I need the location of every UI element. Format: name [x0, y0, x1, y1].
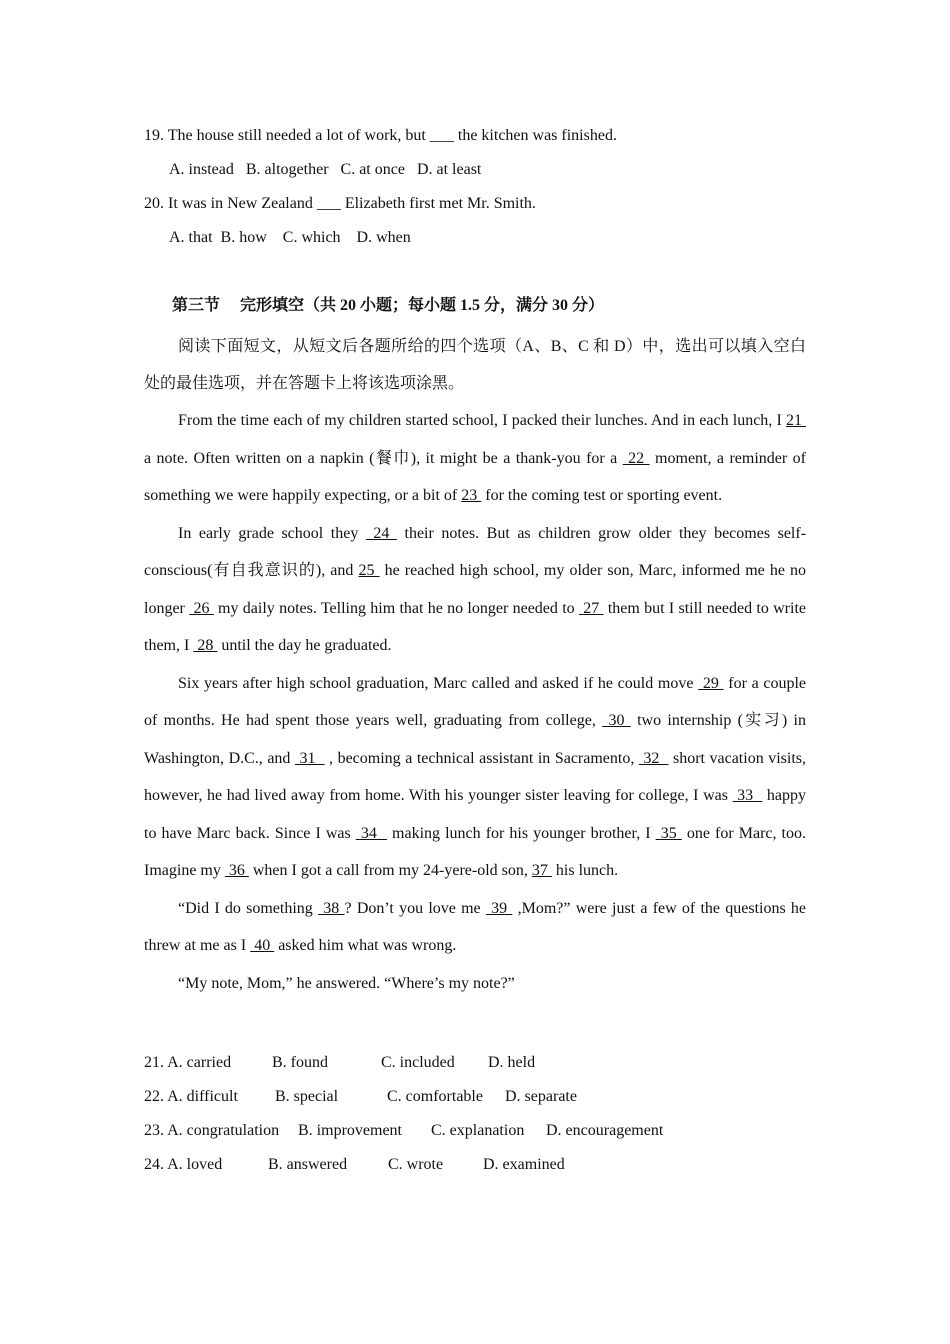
passage-text: a note. Often written on a napkin (餐巾), it might be a thank-you for a: [144, 449, 623, 467]
option-c: C. included: [381, 1054, 455, 1071]
passage-text: asked him what was wrong.: [274, 937, 457, 954]
passage-paragraph-4: [144, 890, 806, 965]
passage-text: one for Marc, too. Imagine my: [144, 824, 807, 879]
passage-text: “Did I do something: [178, 899, 319, 917]
blank-31: 31: [294, 749, 325, 767]
option-c: C. wrote: [388, 1156, 444, 1173]
passage-text: their notes. But as children grow older they becomes self-conscious(有自我意识的), and: [144, 524, 807, 579]
passage-text: Six years after high school graduation, Marc called and asked if he could move: [178, 674, 699, 692]
passage-text: for the coming test or sporting event.: [481, 487, 723, 504]
passage-paragraph-1: [144, 402, 806, 515]
answer-row-21: [144, 1046, 806, 1080]
passage-text: his lunch.: [551, 862, 619, 879]
option-d: D. separate: [505, 1088, 577, 1105]
blank-25: 25: [358, 562, 380, 579]
blank-23: 23: [461, 487, 482, 504]
blank-32: 32: [638, 749, 669, 767]
blank-21: 21: [786, 412, 806, 429]
answer-row-24: [144, 1148, 806, 1182]
option-a: 23. A. congratulation: [144, 1122, 280, 1139]
blank-26: 26: [189, 599, 214, 617]
option-a: 22. A. difficult: [144, 1088, 238, 1105]
option-d: D. encouragement: [546, 1122, 664, 1139]
question-20-options: A. that B. how C. which D. when: [169, 229, 411, 246]
passage-text: he reached high school, my older son, Marc, informed me he no longer: [144, 562, 807, 617]
option-c: C. explanation: [431, 1122, 525, 1139]
blank-35: 35: [655, 824, 682, 842]
passage-text: them but I still needed to write them, I: [144, 599, 806, 654]
blank-22: 22: [622, 449, 650, 467]
blank-30: 30: [602, 712, 631, 729]
option-b: B. found: [272, 1054, 328, 1071]
blank-39: 39: [485, 899, 513, 917]
passage-text: when I got a call from my 24-yere-old son,: [248, 862, 532, 879]
exam-page: [144, 124, 806, 1182]
passage-text: for a couple of months. He had spent those years well, graduating from college,: [144, 674, 807, 729]
passage-text: ,Mom?” were just a few of the questions he threw at me as I: [144, 899, 807, 954]
blank-37: 37: [531, 862, 552, 879]
passage-text: until the day he graduated.: [217, 637, 392, 654]
option-d: D. examined: [483, 1156, 565, 1173]
section-title: 第三节 完形填空（共 20 小题；每小题 1.5 分，满分 30 分）: [172, 297, 605, 314]
blank-33: 33: [732, 787, 763, 804]
option-b: B. improvement: [298, 1122, 402, 1139]
option-b: B. answered: [268, 1156, 348, 1173]
answer-options: [144, 1046, 806, 1182]
answer-row-22: [144, 1080, 806, 1114]
passage-text: two internship (实习) in Washington, D.C., and: [144, 712, 806, 767]
passage-paragraph-3: [144, 665, 806, 890]
section-instruction: 阅读下面短文，从短文后各题所给的四个选项（A、B、C 和 D）中，选出可以填入空白处的最佳选项，并在答题卡上将该选项涂黑。: [144, 338, 806, 392]
passage-text: ? Don’t you love me: [344, 899, 486, 917]
passage-text: In early grade school they: [178, 524, 366, 542]
blank-36: 36: [224, 862, 249, 879]
blank-27: 27: [578, 599, 604, 617]
blank-29: 29: [698, 674, 724, 692]
passage-text: , becoming a technical assistant in Sacramento,: [324, 749, 639, 767]
option-c: C. comfortable: [387, 1088, 483, 1105]
answer-row-23: [144, 1114, 806, 1148]
passage-text: my daily notes. Telling him that he no longer needed to: [213, 599, 579, 617]
blank-40: 40: [250, 937, 275, 954]
option-a: 24. A. loved: [144, 1156, 223, 1173]
passage-text: short vacation visits, however, he had lived away from home. With his younger sister leaving for college, I was: [144, 749, 807, 804]
option-b: B. special: [275, 1088, 339, 1105]
blank-34: 34: [355, 824, 387, 842]
question-19-stem: 19. The house still needed a lot of work, but ___ the kitchen was finished.: [144, 127, 617, 144]
passage-text: From the time each of my children started school, I packed their lunches. And in each lunch, I: [178, 412, 786, 429]
blank-24: 24: [365, 524, 397, 542]
passage-text: happy to have Marc back. Since I was: [144, 787, 807, 842]
blank-38: 38: [318, 899, 345, 917]
blank-28: 28: [193, 637, 218, 654]
option-d: D. held: [488, 1054, 536, 1071]
question-20-stem: 20. It was in New Zealand ___ Elizabeth first met Mr. Smith.: [144, 195, 536, 212]
passage-text: moment, a reminder of something we were happily expecting, or a bit of: [144, 449, 806, 504]
passage-text: making lunch for his younger brother, I: [386, 824, 656, 842]
passage-paragraph-5: “My note, Mom,” he answered. “Where’s my note?”: [178, 974, 515, 992]
option-a: 21. A. carried: [144, 1054, 232, 1071]
passage-paragraph-2: [144, 515, 806, 665]
question-19-options: A. instead B. altogether C. at once D. at least: [169, 161, 482, 178]
